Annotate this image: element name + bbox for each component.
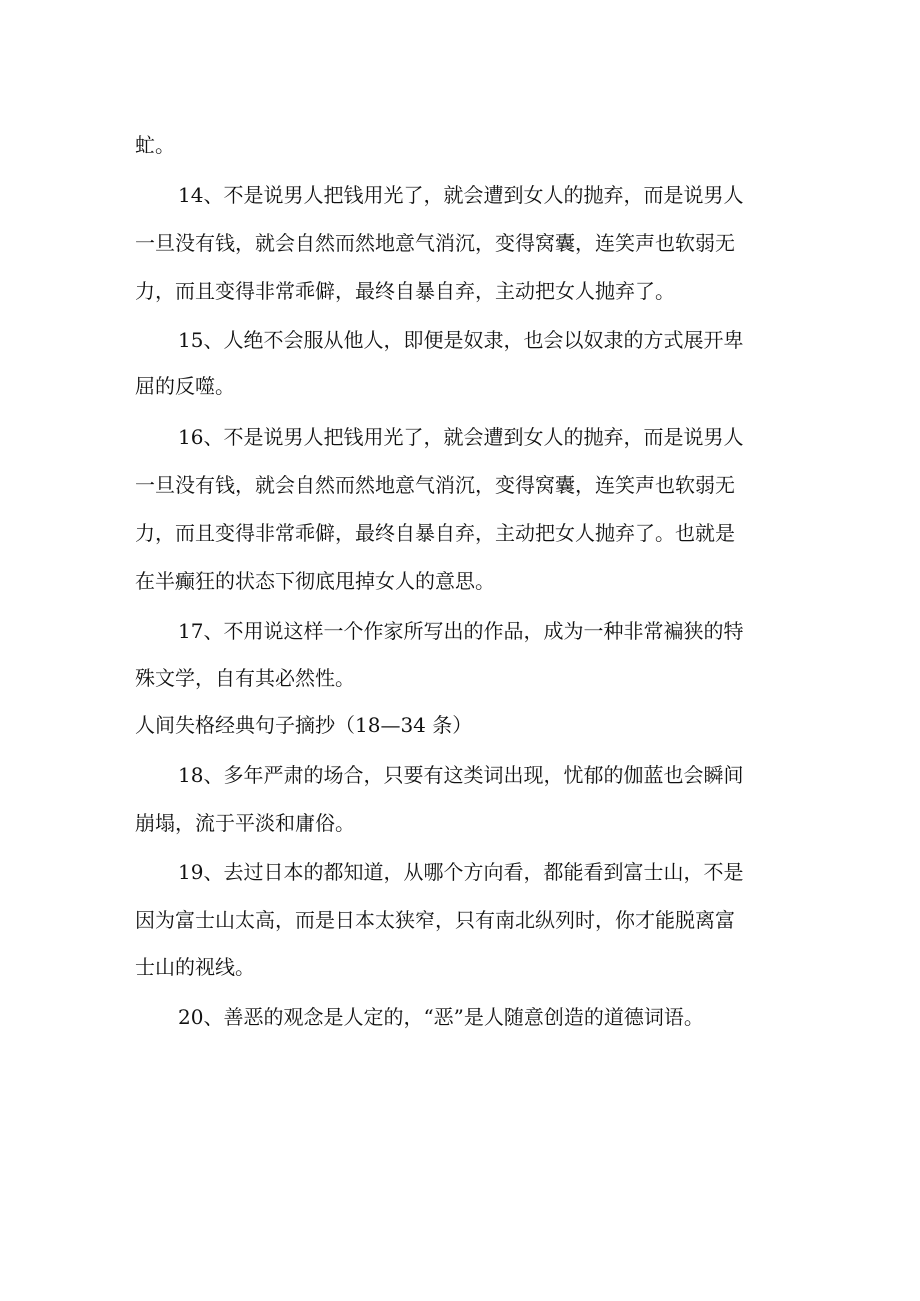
- text-line: 殊文学，自有其必然性。: [135, 666, 355, 690]
- text-line: 士山的视线。: [135, 955, 255, 979]
- text-line: 虻。: [135, 133, 175, 157]
- paragraph-15-line: 15、人绝不会服从他人，即便是奴隶，也会以奴隶的方式展开卑: [178, 328, 744, 352]
- paragraph-16-line: 16、不是说男人把钱用光了，就会遭到女人的抛弃，而是说男人: [178, 425, 744, 449]
- paragraph-19-line: 19、去过日本的都知道，从哪个方向看，都能看到富士山，不是: [178, 860, 744, 884]
- paragraph-14-line: 14、不是说男人把钱用光了，就会遭到女人的抛弃，而是说男人: [178, 183, 744, 207]
- text-line: 屈的反噬。: [135, 374, 235, 398]
- text-line: 因为富士山太高，而是日本太狭窄，只有南北纵列时，你才能脱离富: [135, 908, 735, 932]
- text-line: 力，而且变得非常乖僻，最终自暴自弃，主动把女人抛弃了。: [135, 279, 675, 303]
- text-line: 一旦没有钱，就会自然而然地意气消沉，变得窝囊，连笑声也软弱无: [135, 231, 735, 255]
- paragraph-18-line: 18、多年严肃的场合，只要有这类词出现，忧郁的伽蓝也会瞬间: [178, 763, 744, 787]
- text-line: 一旦没有钱，就会自然而然地意气消沉，变得窝囊，连笑声也软弱无: [135, 473, 735, 497]
- text-line: 在半癫狂的状态下彻底甩掉女人的意思。: [135, 569, 495, 593]
- paragraph-20-line: 20、善恶的观念是人定的，“恶”是人随意创造的道德词语。: [178, 1005, 704, 1029]
- text-line: 崩塌，流于平淡和庸俗。: [135, 811, 355, 835]
- text-line: 力，而且变得非常乖僻，最终自暴自弃，主动把女人抛弃了。也就是: [135, 521, 735, 545]
- paragraph-17-line: 17、不用说这样一个作家所写出的作品，成为一种非常褊狭的特: [178, 619, 744, 643]
- section-heading: 人间失格经典句子摘抄（18—34 条）: [135, 713, 473, 737]
